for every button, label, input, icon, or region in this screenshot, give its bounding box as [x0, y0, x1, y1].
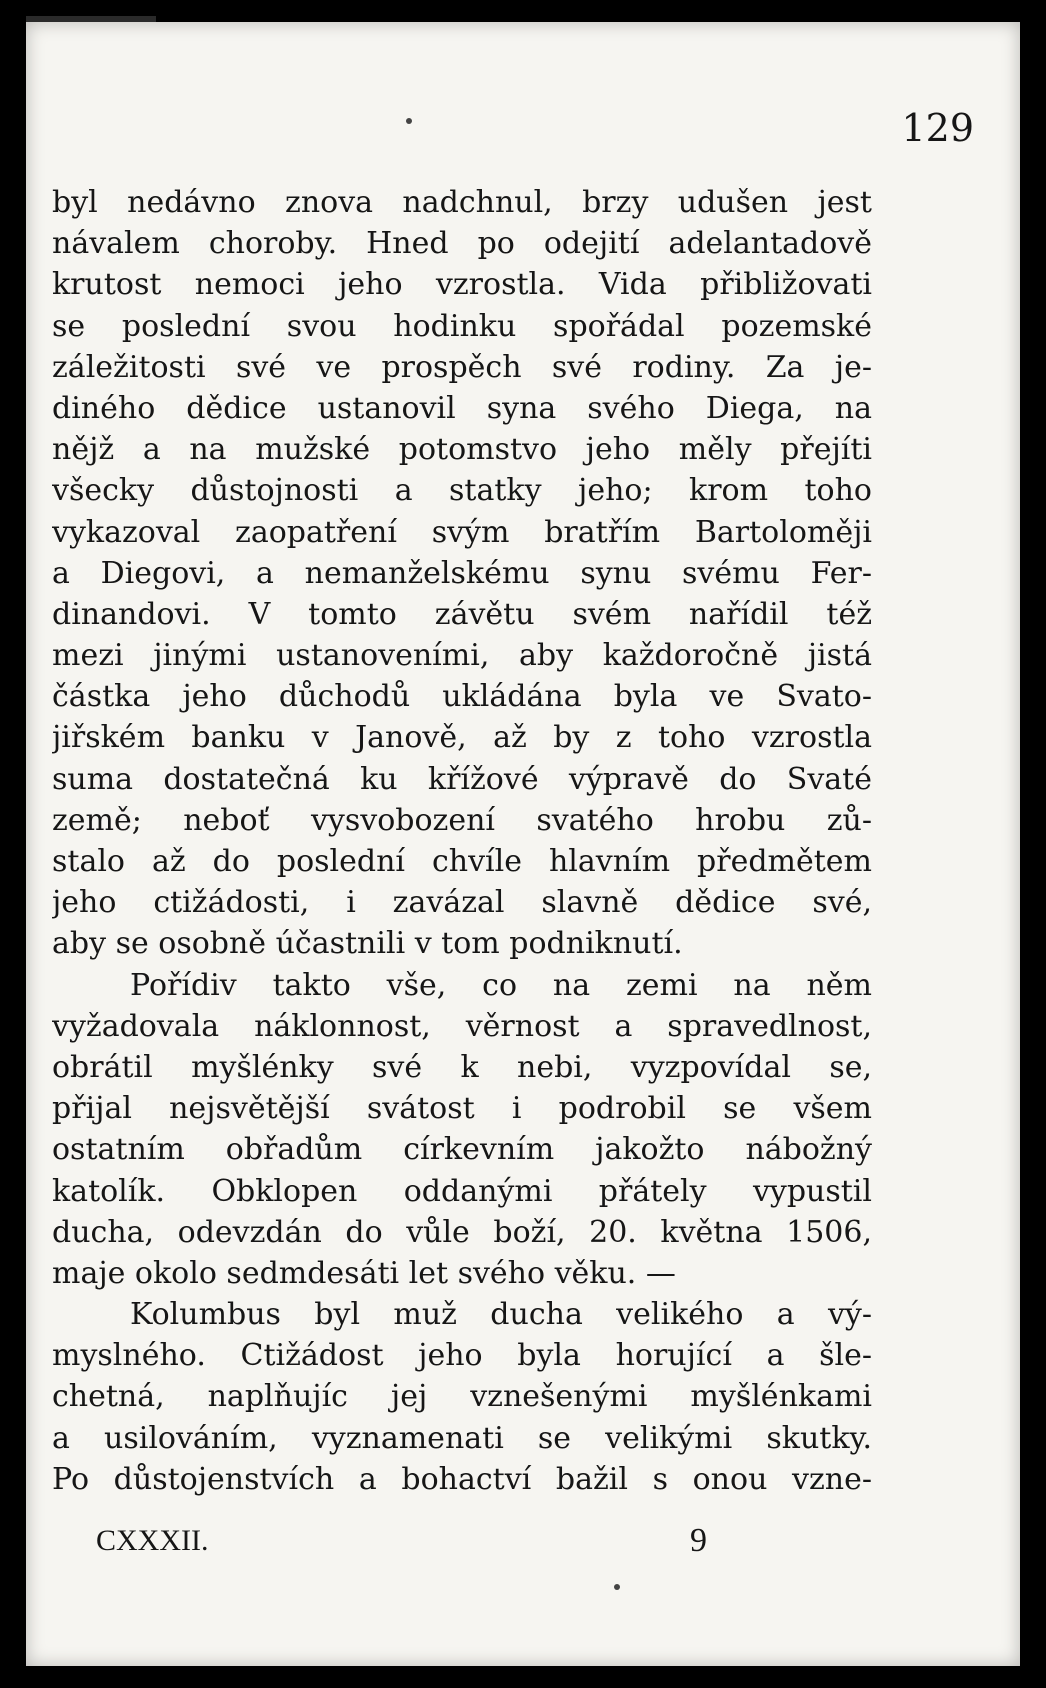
text-line: Kolumbus byl muž ducha velikého a vý-	[130, 1297, 872, 1333]
page-number: 129	[901, 106, 974, 150]
text-line: mezi jinými ustanoveními, aby každoročně jistá	[52, 638, 872, 674]
text-line: krutost nemoci jeho vzrostla. Vida přibližovati	[52, 267, 872, 303]
body-text	[52, 182, 872, 1500]
text-line: země; neboť vysvobození svatého hrobu zů-	[52, 802, 872, 838]
text-line: maje okolo sedmdesáti let svého věku. —	[52, 1255, 676, 1291]
text-line: stalo až do poslední chvíle hlavním předmětem	[52, 844, 872, 879]
text-line: jeho ctižádosti, i zavázal slavně dědice své,	[52, 885, 872, 921]
text-line: návalem choroby. Hned po odejití adelantadově	[52, 226, 872, 262]
text-line: vyžadovala náklonnost, věrnost a spravedlnost,	[52, 1008, 872, 1044]
text-line: částka jeho důchodů ukládána byla ve Svato-	[52, 679, 872, 715]
text-line: dinandovi. V tomto závětu svém nařídil též	[52, 596, 872, 632]
text-line: diného dědice ustanovil syna svého Diega, na	[52, 390, 872, 426]
text-line: přijal nejsvětější svátost i podrobil se všem	[52, 1091, 872, 1127]
signature-mark: CXXXII.	[96, 1524, 209, 1557]
text-line: záležitosti své ve prospěch své rodiny. Za je-	[52, 349, 872, 385]
text-line: byl nedávno znova nadchnul, brzy udušen jest	[52, 185, 872, 220]
ink-speck	[406, 118, 412, 124]
text-line: ducha, odevzdán do vůle boží, 20. května 1506,	[52, 1214, 872, 1250]
sheet-number: 9	[690, 1522, 707, 1559]
text-line: chetná, naplňujíc jej vznešenými myšlénkami	[52, 1379, 872, 1415]
text-line: všecky důstojnosti a statky jeho; krom toho	[52, 473, 872, 509]
text-line: katolík. Obklopen oddanými přátely vypustil	[52, 1173, 872, 1209]
text-line: jiřském banku v Janově, až by z toho vzrostla	[52, 720, 872, 756]
text-line: se poslední svou hodinku spořádal pozemské	[52, 308, 872, 344]
text-line: obrátil myšlénky své k nebi, vyzpovídal se,	[52, 1049, 872, 1085]
text-line: ostatním obřadům církevním jakožto nábožný	[52, 1132, 872, 1168]
text-line: Pořídiv takto vše, co na zemi na něm	[130, 967, 872, 1003]
text-line: a Diegovi, a nemanželskému synu svému Fer-	[52, 555, 872, 591]
ink-speck	[614, 1584, 620, 1590]
text-line: a usilováním, vyznamenati se velikými skutky.	[52, 1420, 872, 1456]
text-line: Po důstojenstvích a bohactví bažil s onou vzne-	[52, 1461, 872, 1497]
text-line: aby se osobně účastnili v tom podniknutí.	[52, 926, 683, 962]
text-line: myslného. Ctižádost jeho byla horující a šle-	[52, 1338, 872, 1374]
text-line: nějž a na mužské potomstvo jeho měly přejíti	[52, 432, 872, 468]
text-line: vykazoval zaopatření svým bratřím Bartoloměji	[52, 514, 872, 550]
text-line: suma dostatečná ku křížové výpravě do Svaté	[52, 761, 872, 797]
